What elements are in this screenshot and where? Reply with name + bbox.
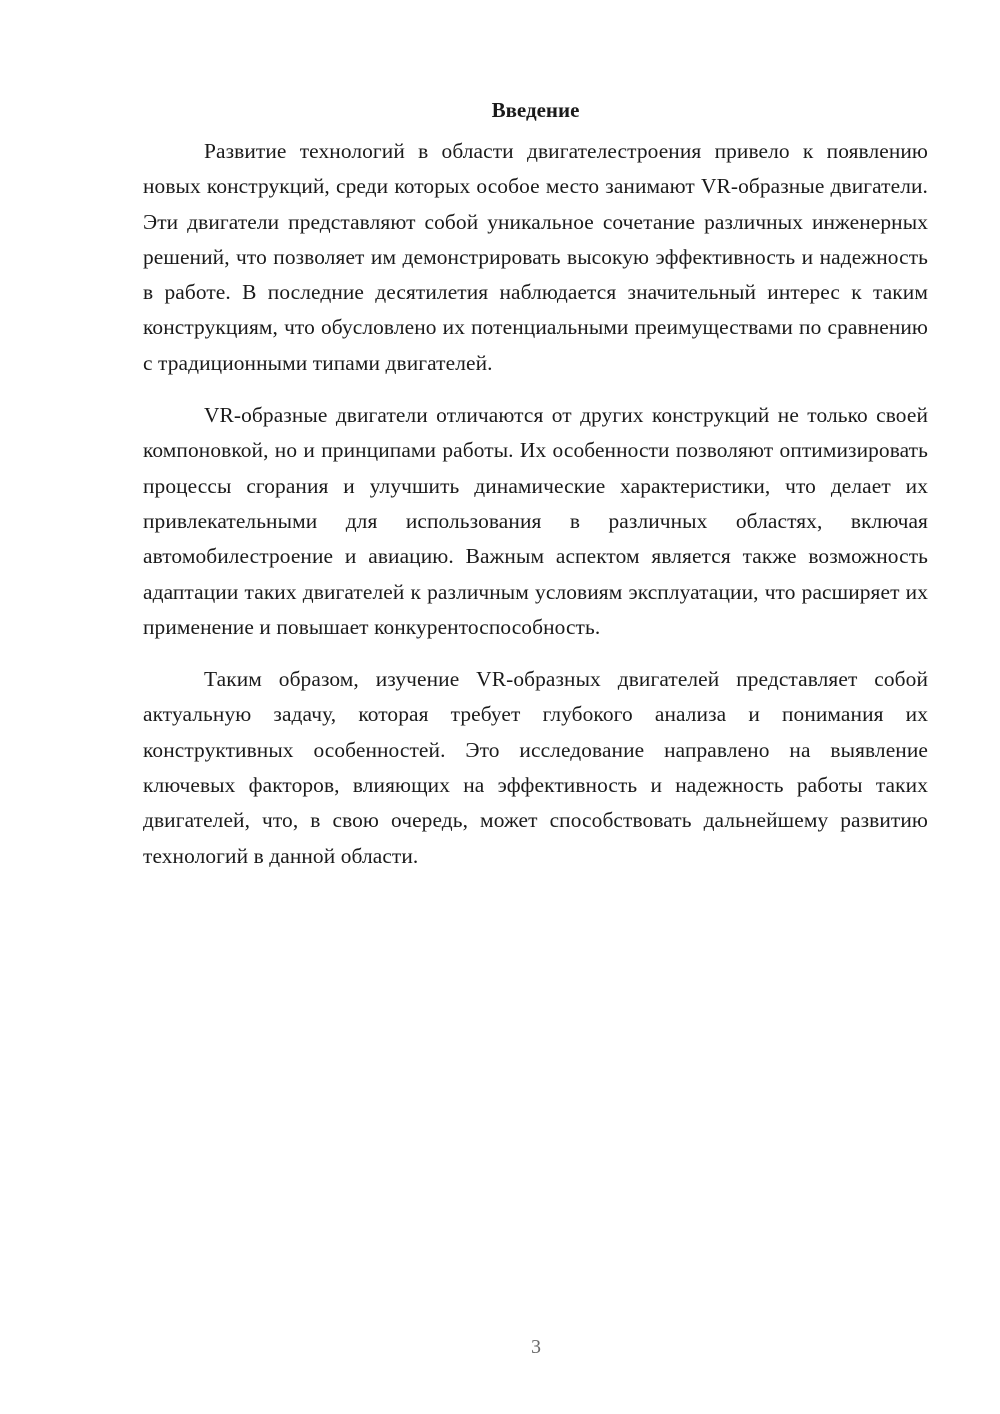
paragraph-3: Таким образом, изучение VR-образных двигателей представляет собой актуальную задачу, которая требует глубокого анализа и понимания их конструктивных особенностей. Это исследование направлено на выявление ключевых факторов, влияющих на эффективность и надежность работы таких двигателей, что, в свою очередь, может способствовать дальнейшему развитию технологий в данной области. bbox=[143, 667, 928, 868]
paragraph-2: VR-образные двигатели отличаются от других конструкций не только своей компоновкой, но и принципами работы. Их особенности позволяют оптимизировать процессы сгорания и улучшить динамические характеристики, что делает их привлекательными для использования в различных областях, включая автомобилестроение и авиацию. Важным аспектом является также возможность адаптации таких двигателей к различным условиям эксплуатации, что расширяет их применение и повышает конкурентоспособность. bbox=[143, 403, 928, 639]
paragraph-1: Развитие технологий в области двигателестроения привело к появлению новых конструкций, среди которых особое место занимают VR-образные двигатели. Эти двигатели представляют собой уникальное сочетание различных инженерных решений, что позволяет им демонстрировать высокую эффективность и надежность в работе. В последние десятилетия наблюдается значительный интерес к таким конструкциям, что обусловлено их потенциальными преимуществами по сравнению с традиционными типами двигателей. bbox=[143, 139, 928, 375]
page-number: 3 bbox=[531, 1336, 541, 1358]
page-content bbox=[143, 93, 928, 891]
page-title: Введение bbox=[491, 98, 580, 122]
